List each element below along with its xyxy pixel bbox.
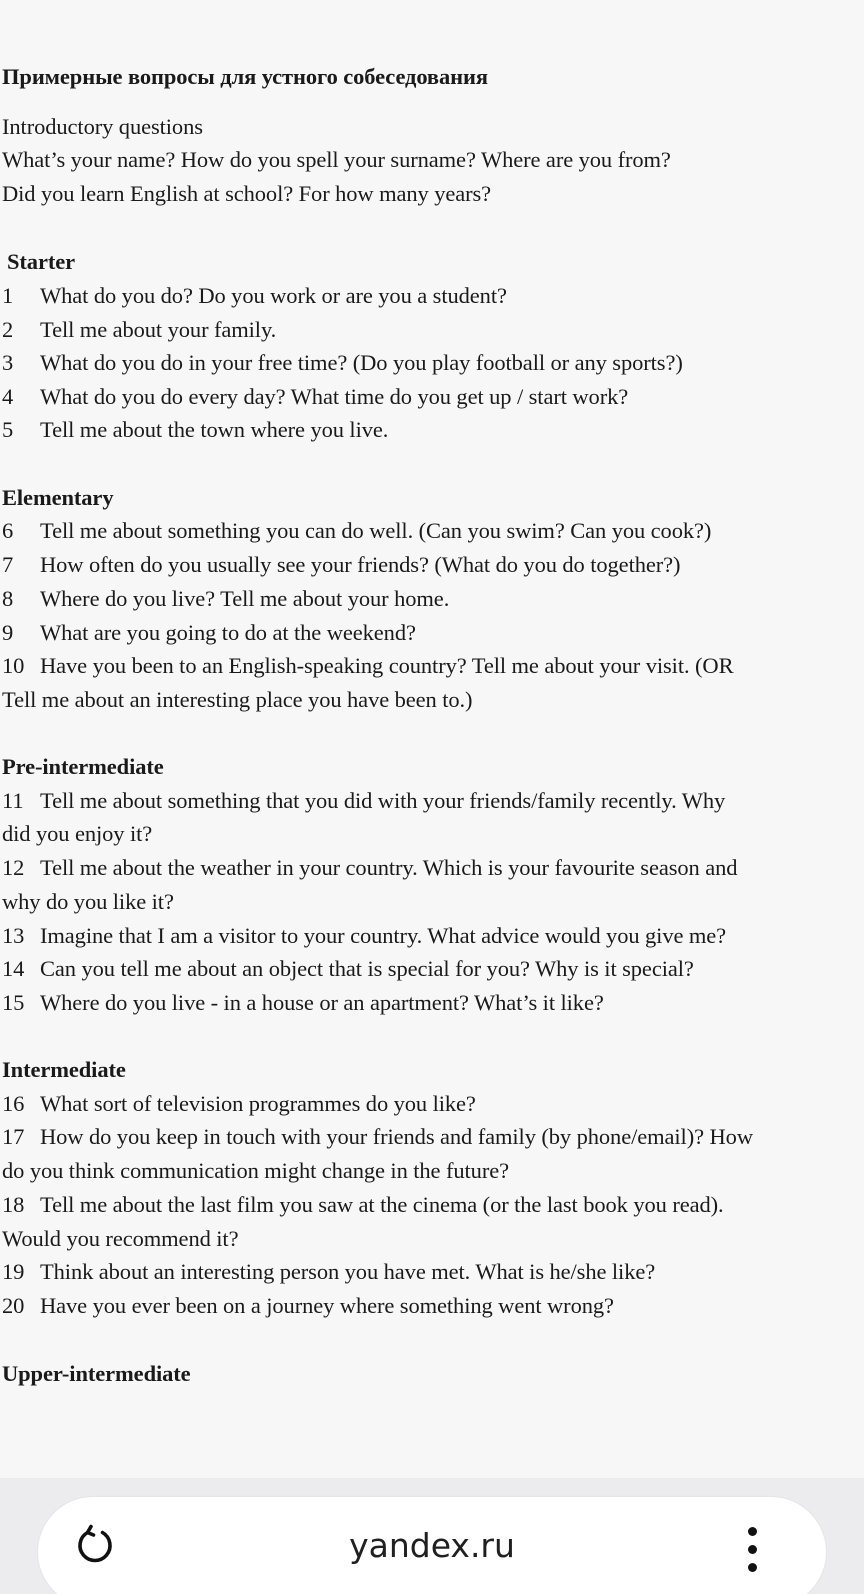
question-continuation: do you think communication might change in the future? bbox=[2, 1158, 509, 1183]
question-number: 2 bbox=[2, 317, 14, 342]
question-number: 17 bbox=[2, 1124, 25, 1149]
question-item bbox=[2, 1120, 753, 1154]
question-number: 1 bbox=[2, 283, 14, 308]
question-text: What do you do every day? What time do you get up / start work? bbox=[40, 384, 629, 409]
section-heading-pre-intermediate: Pre-intermediate bbox=[2, 754, 164, 779]
question-item bbox=[2, 380, 628, 414]
question-continuation: Tell me about an interesting place you have been to.) bbox=[2, 687, 473, 712]
intro-heading: Introductory questions bbox=[2, 114, 203, 139]
address-domain[interactable]: yandex.ru bbox=[349, 1526, 515, 1565]
question-number: 3 bbox=[2, 350, 14, 375]
question-number: 8 bbox=[2, 586, 14, 611]
question-number: 5 bbox=[2, 417, 14, 442]
question-number: 14 bbox=[2, 956, 25, 981]
question-text: Have you ever been on a journey where something went wrong? bbox=[40, 1293, 614, 1318]
question-text: What are you going to do at the weekend? bbox=[40, 620, 416, 645]
question-number: 18 bbox=[2, 1192, 25, 1217]
question-item bbox=[2, 851, 737, 885]
question-item bbox=[2, 313, 276, 347]
question-number: 16 bbox=[2, 1091, 25, 1116]
question-number: 6 bbox=[2, 518, 14, 543]
section-heading-elementary: Elementary bbox=[2, 485, 114, 510]
section-heading-upper-intermediate: Upper-intermediate bbox=[2, 1361, 191, 1386]
question-number: 7 bbox=[2, 552, 14, 577]
question-text: Where do you live? Tell me about your home. bbox=[40, 586, 450, 611]
question-text: Can you tell me about an object that is special for you? Why is it special? bbox=[40, 956, 694, 981]
section-heading-intermediate: Intermediate bbox=[2, 1057, 126, 1082]
question-text: What do you do in your free time? (Do you play football or any sports?) bbox=[40, 350, 683, 375]
question-text: Tell me about something you can do well. (Can you swim? Can you cook?) bbox=[40, 518, 712, 543]
question-text: Tell me about the town where you live. bbox=[40, 417, 389, 442]
question-item bbox=[2, 413, 388, 447]
question-text: How often do you usually see your friends? (What do you do together?) bbox=[40, 552, 681, 577]
intro-line: What’s your name? How do you spell your surname? Where are you from? bbox=[2, 147, 671, 172]
browser-bottom-bar bbox=[0, 1478, 864, 1594]
question-continuation: why do you like it? bbox=[2, 889, 174, 914]
address-bar[interactable] bbox=[38, 1497, 826, 1594]
more-vertical-icon[interactable] bbox=[738, 1527, 768, 1577]
question-item bbox=[2, 986, 604, 1020]
question-item bbox=[2, 649, 733, 683]
question-continuation: did you enjoy it? bbox=[2, 821, 153, 846]
question-item bbox=[2, 514, 711, 548]
question-item bbox=[2, 346, 683, 380]
question-text: Tell me about something that you did with your friends/family recently. Why bbox=[40, 788, 726, 813]
question-number: 12 bbox=[2, 855, 25, 880]
question-text: Tell me about the weather in your country. Which is your favourite season and bbox=[40, 855, 738, 880]
question-item bbox=[2, 1255, 655, 1289]
question-item bbox=[2, 919, 726, 953]
question-item bbox=[2, 548, 680, 582]
question-item bbox=[2, 784, 725, 818]
question-continuation: Would you recommend it? bbox=[2, 1226, 239, 1251]
question-item bbox=[2, 1087, 476, 1121]
question-number: 19 bbox=[2, 1259, 25, 1284]
question-text: How do you keep in touch with your friends and family (by phone/email)? How bbox=[40, 1124, 753, 1149]
question-item bbox=[2, 279, 507, 313]
intro-line: Did you learn English at school? For how many years? bbox=[2, 181, 492, 206]
question-text: Think about an interesting person you have met. What is he/she like? bbox=[40, 1259, 656, 1284]
question-text: Imagine that I am a visitor to your country. What advice would you give me? bbox=[40, 923, 727, 948]
question-number: 9 bbox=[2, 620, 14, 645]
question-item bbox=[2, 1188, 724, 1222]
section-heading-starter: Starter bbox=[7, 249, 76, 274]
question-item bbox=[2, 1289, 614, 1323]
question-number: 20 bbox=[2, 1293, 25, 1318]
question-text: Where do you live - in a house or an apartment? What’s it like? bbox=[40, 990, 604, 1015]
question-number: 4 bbox=[2, 384, 14, 409]
question-number: 15 bbox=[2, 990, 25, 1015]
question-text: Tell me about your family. bbox=[40, 317, 277, 342]
question-number: 10 bbox=[2, 653, 25, 678]
document-title: Примерные вопросы для устного собеседования bbox=[2, 64, 488, 89]
question-text: What do you do? Do you work or are you a student? bbox=[40, 283, 507, 308]
question-item bbox=[2, 952, 694, 986]
question-text: Have you been to an English-speaking country? Tell me about your visit. (OR bbox=[40, 653, 734, 678]
question-number: 11 bbox=[2, 788, 24, 813]
question-item bbox=[2, 616, 416, 650]
question-text: What sort of television programmes do you like? bbox=[40, 1091, 476, 1116]
question-text: Tell me about the last film you saw at the cinema (or the last book you read). bbox=[40, 1192, 724, 1217]
question-number: 13 bbox=[2, 923, 25, 948]
question-item bbox=[2, 582, 449, 616]
